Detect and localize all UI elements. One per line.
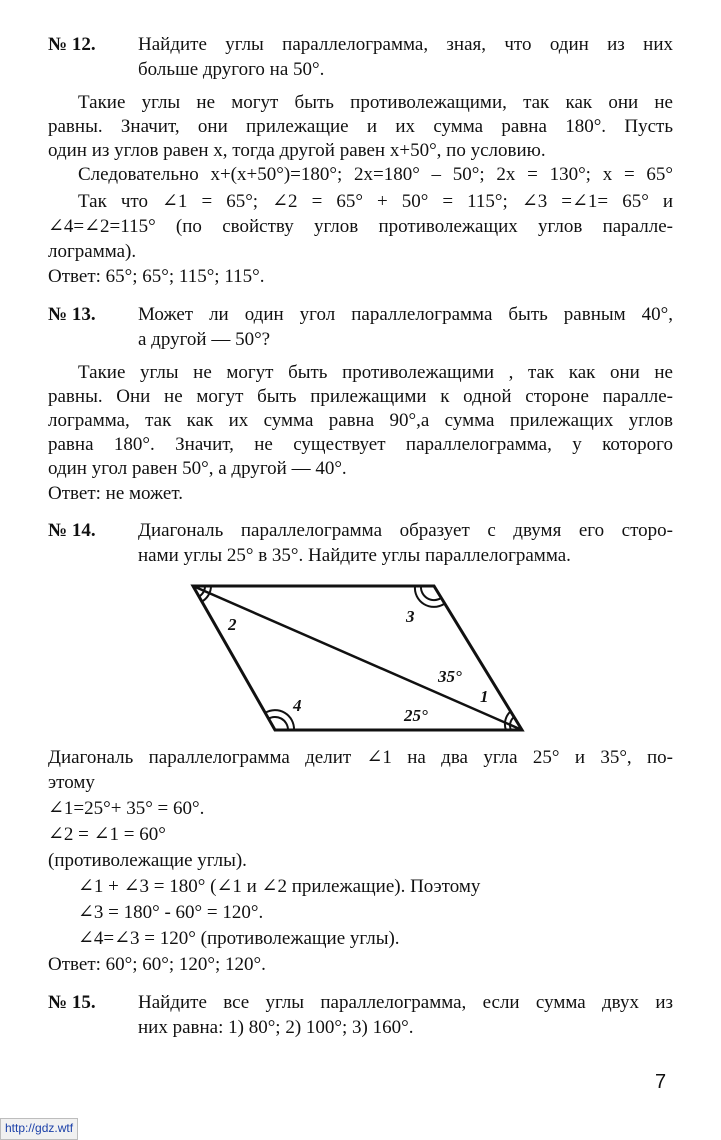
problem-13-answer: Ответ: не может. [48, 483, 183, 504]
problem-13-solution-line: один угол равен 50°, а другой — 40°. [48, 458, 347, 479]
problem-12-number: № 12. [48, 34, 96, 55]
problem-14-solution-line: ∠3 = 180° - 60° = 120°. [78, 902, 264, 923]
problem-14-solution-line: ∠2 = ∠1 = 60° [48, 824, 166, 845]
problem-13-solution-line: лограмма, так как их сумма равна 90°,а сумма прилежащих углов [48, 410, 673, 431]
watermark-link[interactable]: http://gdz.wtf [0, 1118, 78, 1140]
problem-14-solution-line: ∠1 + ∠3 = 180° (∠1 и ∠2 прилежащие). Поэтому [78, 876, 481, 897]
problem-15-number: № 15. [48, 992, 96, 1013]
problem-13-number: № 13. [48, 304, 96, 325]
problem-13-solution-line: равна 180°. Значит, не существует параллелограмма, у которого [48, 434, 673, 455]
parallelogram-figure [188, 578, 528, 738]
problem-12-solution-line: Следовательно х+(х+50°)=180°; 2х=180° – 50°; 2х = 130°; х = 65° [78, 164, 673, 185]
angle-3-label: 3 [406, 607, 415, 626]
angle-1-label: 1 [480, 687, 489, 706]
problem-12-solution-line: один из углов равен х, тогда другой равен х+50°, по условию. [48, 140, 546, 161]
problem-14-answer: Ответ: 60°; 60°; 120°; 120°. [48, 954, 266, 975]
angle-35-label: 35° [438, 667, 462, 686]
problem-14-question-line: нами углы 25° в 35°. Найдите углы параллелограмма. [138, 545, 571, 566]
angle-4-label: 4 [293, 696, 302, 715]
problem-13-question-line: а другой — 50°? [138, 329, 271, 350]
problem-13-solution-line: Такие углы не могут быть противолежащими , так как они не [78, 362, 673, 383]
angle-25-label: 25° [404, 706, 428, 725]
angle-2-label: 2 [228, 615, 237, 634]
problem-14-solution-line: Диагональ параллелограмма делит ∠1 на два угла 25° и 35°, по- [48, 747, 673, 768]
problem-12-solution-line: Такие углы не могут быть противолежащими, так как они не [78, 92, 673, 113]
problem-14-solution-line: ∠4=∠3 = 120° (противолежащие углы). [78, 928, 400, 949]
problem-14-number: № 14. [48, 520, 96, 541]
problem-12-solution-line: равны. Значит, они прилежащие и их сумма равна 180°. Пусть [48, 116, 673, 137]
problem-14-solution-line: (противолежащие углы). [48, 850, 247, 871]
problem-12-question-line: больше другого на 50°. [138, 59, 325, 80]
parallelogram-diagonal [193, 586, 522, 730]
problem-14-solution-line: ∠1=25°+ 35° = 60°. [48, 798, 205, 819]
problem-12-solution-line: лограмма). [48, 241, 137, 262]
problem-15-question-line: Найдите все углы параллелограмма, если сумма двух из [138, 992, 673, 1013]
problem-15-question-line: них равна: 1) 80°; 2) 100°; 3) 160°. [138, 1017, 414, 1038]
problem-13-question-line: Может ли один угол параллелограмма быть равным 40°, [138, 304, 673, 325]
problem-12-solution-line: Так что ∠1 = 65°; ∠2 = 65° + 50° = 115°; ∠3 =∠1= 65° и [78, 191, 673, 212]
problem-12-question-line: Найдите углы параллелограмма, зная, что один из них [138, 34, 673, 55]
problem-13-solution-line: равны. Они не могут быть прилежащими к одной стороне паралле- [48, 386, 673, 407]
angle-arc [510, 717, 514, 730]
problem-12-solution-line: ∠4=∠2=115° (по свойству углов противолежащих углов паралле- [48, 216, 673, 237]
problem-14-question-line: Диагональ параллелограмма образует с двумя его сторо- [138, 520, 673, 541]
problem-12-answer: Ответ: 65°; 65°; 115°; 115°. [48, 266, 265, 287]
problem-14-solution-line: этому [48, 772, 95, 793]
page-number: 7 [655, 1071, 667, 1093]
